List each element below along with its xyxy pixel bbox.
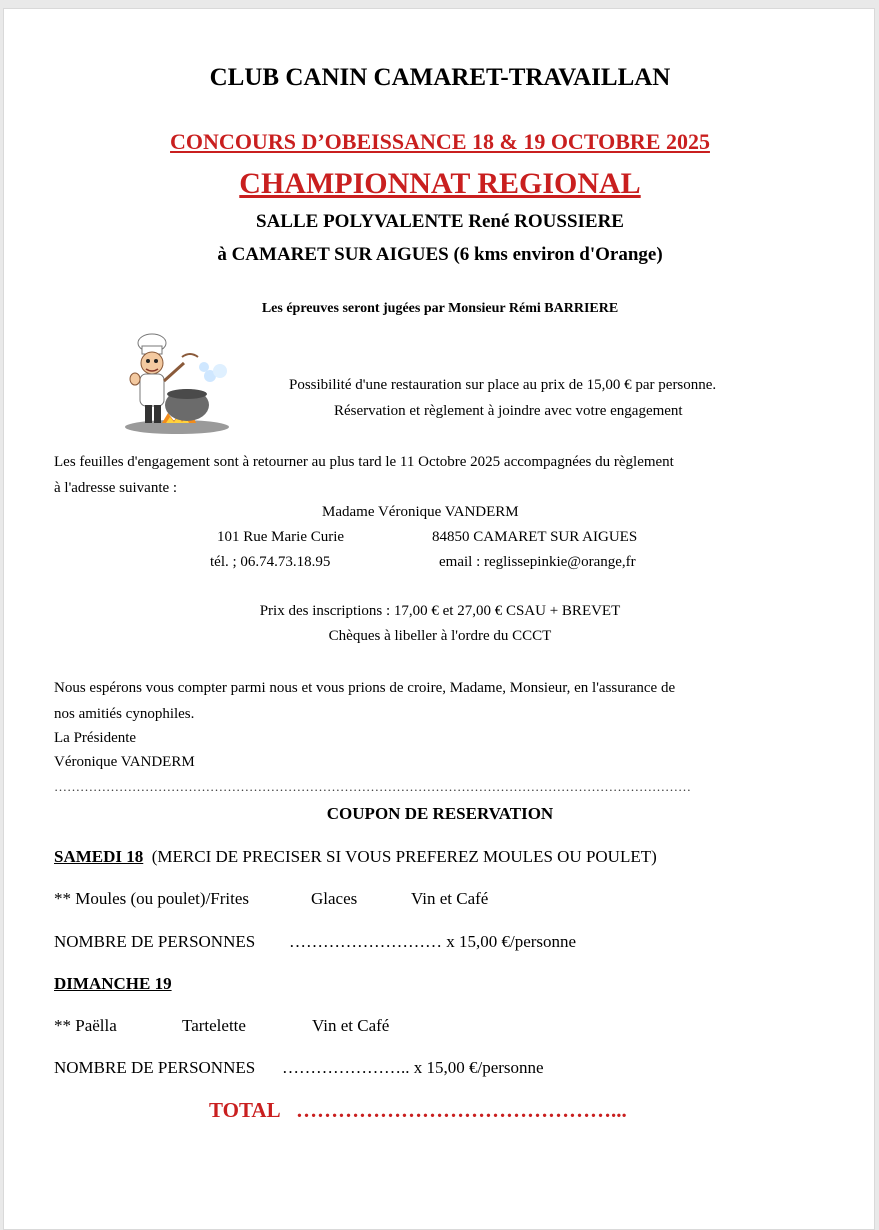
contact-phone: tél. ; 06.74.73.18.95 [210, 554, 331, 570]
samedi-menu-item: Glaces [311, 889, 358, 908]
samedi-label: SAMEDI 18 [54, 847, 144, 866]
closing-role: La Présidente [54, 730, 137, 746]
samedi-persons-field[interactable]: ……………………… x 15,00 €/personne [289, 932, 577, 951]
championnat-title: CHAMPIONNAT REGIONAL [239, 167, 641, 200]
closing-line-1: Nous espérons vous compter parmi nous et vous prions de croire, Madame, Monsieur, en l'assurance de [54, 680, 676, 696]
engagement-line-2: à l'adresse suivante : [54, 480, 178, 496]
venue-location: à CAMARET SUR AIGUES (6 kms environ d'Orange) [217, 244, 663, 265]
dimanche-persons-field[interactable]: ………………….. x 15,00 €/personne [282, 1058, 544, 1077]
club-title: CLUB CANIN CAMARET-TRAVAILLAN [209, 64, 671, 91]
cut-line: ………………………………………………………………………………………………………………………………… [54, 779, 691, 794]
restauration-line-1: Possibilité d'une restauration sur place au prix de 15,00 € par personne. [289, 377, 717, 393]
closing-line-2: nos amitiés cynophiles. [54, 706, 195, 722]
venue-name: SALLE POLYVALENTE René ROUSSIERE [256, 211, 624, 232]
samedi-note: (MERCI DE PRECISER SI VOUS PREFEREZ MOULES OU POULET) [151, 847, 657, 866]
contact-city: 84850 CAMARET SUR AIGUES [432, 529, 638, 545]
chef-cooking-pot-illustration [122, 331, 234, 436]
restauration-line-2: Réservation et règlement à joindre avec votre engagement [334, 403, 683, 419]
price-line: Prix des inscriptions : 17,00 € et 27,00 € CSAU + BREVET [259, 603, 621, 619]
cheque-line: Chèques à libeller à l'ordre du CCCT [328, 628, 552, 644]
dimanche-label: DIMANCHE 19 [54, 974, 172, 993]
engagement-line-1: Les feuilles d'engagement sont à retourner au plus tard le 11 Octobre 2025 accompagnées du règlement [54, 454, 674, 470]
dimanche-menu-item: Vin et Café [312, 1016, 390, 1035]
judge-line: Les épreuves seront jugées par Monsieur Rémi BARRIERE [261, 301, 619, 316]
samedi-heading [54, 847, 657, 867]
contact-street: 101 Rue Marie Curie [217, 529, 345, 545]
dimanche-menu-item: ** Paëlla [54, 1016, 117, 1035]
contact-email: email : reglissepinkie@orange,fr [439, 554, 636, 570]
total-label: TOTAL [209, 1098, 281, 1122]
coupon-title: COUPON DE RESERVATION [326, 804, 554, 823]
samedi-persons-label: NOMBRE DE PERSONNES [54, 932, 256, 951]
samedi-menu-item: Vin et Café [411, 889, 489, 908]
samedi-menu-item: ** Moules (ou poulet)/Frites [54, 889, 250, 908]
closing-signature: Véronique VANDERM [54, 754, 195, 770]
dimanche-menu-item: Tartelette [182, 1016, 246, 1035]
dimanche-persons-label: NOMBRE DE PERSONNES [54, 1058, 256, 1077]
contact-name: Madame Véronique VANDERM [322, 504, 519, 520]
total-field[interactable]: ………………………………………... [296, 1098, 627, 1122]
document-page [3, 8, 875, 1230]
concours-title: CONCOURS D’OBEISSANCE 18 & 19 OCTOBRE 2025 [170, 129, 710, 154]
